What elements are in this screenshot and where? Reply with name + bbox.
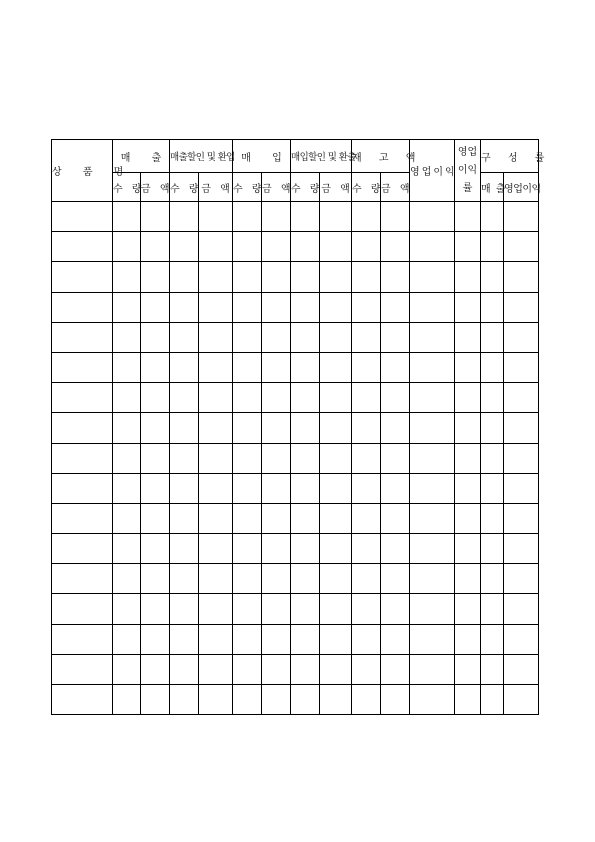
blank-cell: [233, 624, 262, 654]
product-name-cell: [52, 654, 113, 684]
blank-cell: [410, 383, 455, 413]
blank-cell: [455, 473, 481, 503]
product-name-cell: [52, 202, 113, 232]
product-name-cell: [52, 413, 113, 443]
blank-cell: [381, 413, 410, 443]
subheader-purchases-quantity: 수 량: [233, 173, 262, 202]
blank-cell: [410, 685, 455, 715]
blank-cell: [170, 322, 199, 352]
header-operating-profit-rate: 영업 이익률: [455, 140, 481, 202]
blank-cell: [233, 413, 262, 443]
blank-cell: [199, 534, 233, 564]
blank-cell: [352, 383, 381, 413]
blank-cell: [233, 594, 262, 624]
blank-cell: [352, 654, 381, 684]
blank-cell: [410, 443, 455, 473]
blank-cell: [455, 413, 481, 443]
subheader-purchase-discount-quantity: 수 량: [291, 173, 320, 202]
blank-cell: [410, 503, 455, 533]
blank-cell: [199, 473, 233, 503]
product-name-cell: [52, 624, 113, 654]
blank-cell: [352, 292, 381, 322]
blank-cell: [291, 443, 320, 473]
blank-cell: [381, 352, 410, 382]
table-row: [52, 685, 539, 715]
blank-cell: [481, 262, 504, 292]
blank-cell: [141, 232, 170, 262]
product-name-cell: [52, 564, 113, 594]
blank-cell: [291, 262, 320, 292]
blank-cell: [113, 654, 141, 684]
subheader-sales-quantity: 수 량: [113, 173, 141, 202]
blank-cell: [455, 322, 481, 352]
blank-cell: [233, 503, 262, 533]
blank-cell: [262, 685, 291, 715]
blank-cell: [233, 352, 262, 382]
subheader-share-sales: 매 출: [481, 173, 504, 202]
blank-cell: [262, 534, 291, 564]
blank-cell: [291, 473, 320, 503]
blank-cell: [291, 654, 320, 684]
blank-cell: [481, 292, 504, 322]
blank-cell: [504, 292, 539, 322]
blank-cell: [233, 202, 262, 232]
product-name-cell: [52, 383, 113, 413]
blank-cell: [504, 383, 539, 413]
blank-cell: [320, 202, 352, 232]
blank-cell: [141, 594, 170, 624]
blank-cell: [381, 564, 410, 594]
table-row: [52, 503, 539, 533]
table-row: [52, 624, 539, 654]
blank-cell: [170, 685, 199, 715]
header-sales-discount-returns: 매출할인 및 환입: [170, 140, 233, 173]
blank-cell: [410, 594, 455, 624]
subheader-purchase-discount-amount: 금 액: [320, 173, 352, 202]
product-name-cell: [52, 262, 113, 292]
blank-cell: [141, 292, 170, 322]
blank-cell: [199, 654, 233, 684]
blank-cell: [170, 473, 199, 503]
subheader-sales-discount-quantity: 수 량: [170, 173, 199, 202]
blank-cell: [352, 594, 381, 624]
blank-cell: [455, 292, 481, 322]
subheader-sales-discount-amount: 금 액: [199, 173, 233, 202]
blank-cell: [291, 564, 320, 594]
blank-cell: [113, 413, 141, 443]
table-row: [52, 202, 539, 232]
blank-cell: [410, 473, 455, 503]
blank-cell: [262, 262, 291, 292]
blank-cell: [141, 473, 170, 503]
blank-cell: [320, 443, 352, 473]
blank-cell: [170, 292, 199, 322]
blank-cell: [481, 564, 504, 594]
blank-cell: [170, 262, 199, 292]
blank-cell: [481, 413, 504, 443]
blank-cell: [141, 503, 170, 533]
product-name-cell: [52, 292, 113, 322]
table-row: [52, 322, 539, 352]
blank-cell: [504, 503, 539, 533]
blank-cell: [320, 534, 352, 564]
blank-cell: [381, 654, 410, 684]
blank-cell: [141, 534, 170, 564]
blank-cell: [455, 594, 481, 624]
blank-cell: [481, 232, 504, 262]
blank-cell: [504, 594, 539, 624]
blank-cell: [291, 503, 320, 533]
blank-cell: [455, 654, 481, 684]
blank-cell: [455, 262, 481, 292]
blank-cell: [381, 262, 410, 292]
blank-cell: [352, 473, 381, 503]
blank-cell: [291, 685, 320, 715]
blank-cell: [455, 534, 481, 564]
blank-cell: [455, 624, 481, 654]
blank-cell: [113, 322, 141, 352]
header-purchases: 매 입: [233, 140, 291, 173]
blank-cell: [113, 262, 141, 292]
table-row: [52, 413, 539, 443]
blank-cell: [455, 202, 481, 232]
blank-cell: [381, 594, 410, 624]
blank-cell: [481, 383, 504, 413]
blank-cell: [320, 594, 352, 624]
blank-cell: [199, 383, 233, 413]
blank-cell: [113, 624, 141, 654]
blank-cell: [199, 624, 233, 654]
header-product-name: 상 품 명: [52, 140, 113, 202]
blank-cell: [381, 685, 410, 715]
blank-cell: [170, 534, 199, 564]
blank-cell: [291, 292, 320, 322]
product-name-cell: [52, 473, 113, 503]
blank-cell: [170, 564, 199, 594]
blank-cell: [455, 352, 481, 382]
blank-cell: [481, 624, 504, 654]
header-composition-rate: 구 성 률: [481, 140, 539, 173]
blank-cell: [141, 654, 170, 684]
blank-cell: [233, 564, 262, 594]
blank-cell: [320, 685, 352, 715]
blank-cell: [291, 594, 320, 624]
blank-cell: [455, 564, 481, 594]
blank-cell: [262, 352, 291, 382]
blank-cell: [320, 322, 352, 352]
blank-cell: [320, 262, 352, 292]
blank-cell: [410, 202, 455, 232]
blank-cell: [381, 383, 410, 413]
blank-cell: [233, 232, 262, 262]
product-name-cell: [52, 685, 113, 715]
blank-cell: [170, 654, 199, 684]
blank-cell: [481, 594, 504, 624]
blank-cell: [262, 232, 291, 262]
blank-cell: [320, 413, 352, 443]
table-row: [52, 473, 539, 503]
blank-cell: [455, 503, 481, 533]
product-name-cell: [52, 352, 113, 382]
blank-cell: [141, 564, 170, 594]
blank-cell: [504, 654, 539, 684]
blank-cell: [410, 262, 455, 292]
blank-cell: [113, 352, 141, 382]
blank-cell: [113, 594, 141, 624]
blank-cell: [113, 534, 141, 564]
blank-cell: [381, 503, 410, 533]
blank-cell: [262, 413, 291, 443]
blank-cell: [381, 232, 410, 262]
blank-cell: [352, 202, 381, 232]
blank-cell: [170, 503, 199, 533]
blank-cell: [381, 443, 410, 473]
blank-cell: [504, 322, 539, 352]
blank-cell: [199, 202, 233, 232]
blank-cell: [199, 413, 233, 443]
blank-cell: [199, 594, 233, 624]
blank-cell: [504, 624, 539, 654]
table-row: [52, 383, 539, 413]
blank-cell: [141, 443, 170, 473]
table-row: [52, 534, 539, 564]
blank-cell: [233, 534, 262, 564]
blank-cell: [291, 383, 320, 413]
blank-cell: [455, 232, 481, 262]
blank-cell: [410, 624, 455, 654]
subheader-inventory-quantity: 수 량: [352, 173, 381, 202]
blank-cell: [320, 564, 352, 594]
blank-cell: [291, 413, 320, 443]
blank-cell: [141, 262, 170, 292]
blank-cell: [113, 202, 141, 232]
blank-cell: [233, 473, 262, 503]
product-name-cell: [52, 594, 113, 624]
blank-cell: [233, 292, 262, 322]
blank-cell: [381, 202, 410, 232]
subheader-purchases-amount: 금 액: [262, 173, 291, 202]
blank-cell: [199, 262, 233, 292]
blank-cell: [141, 624, 170, 654]
blank-cell: [481, 473, 504, 503]
blank-cell: [199, 232, 233, 262]
blank-cell: [113, 232, 141, 262]
blank-cell: [233, 383, 262, 413]
table-row: [52, 352, 539, 382]
product-name-cell: [52, 443, 113, 473]
blank-cell: [199, 503, 233, 533]
blank-cell: [455, 685, 481, 715]
blank-cell: [141, 202, 170, 232]
blank-cell: [352, 322, 381, 352]
table-row: [52, 594, 539, 624]
blank-cell: [455, 383, 481, 413]
blank-cell: [291, 352, 320, 382]
blank-cell: [481, 534, 504, 564]
blank-cell: [504, 473, 539, 503]
table-row: [52, 292, 539, 322]
blank-cell: [320, 473, 352, 503]
blank-cell: [262, 322, 291, 352]
blank-cell: [410, 564, 455, 594]
product-name-cell: [52, 232, 113, 262]
product-sales-ledger-table: [51, 139, 545, 715]
blank-cell: [320, 232, 352, 262]
blank-cell: [262, 473, 291, 503]
blank-cell: [141, 352, 170, 382]
header-operating-profit: 영업이익: [410, 140, 455, 202]
blank-cell: [262, 624, 291, 654]
blank-cell: [141, 685, 170, 715]
blank-cell: [381, 534, 410, 564]
table-row: [52, 262, 539, 292]
blank-cell: [481, 685, 504, 715]
blank-cell: [262, 654, 291, 684]
blank-cell: [113, 443, 141, 473]
blank-cell: [352, 352, 381, 382]
blank-cell: [113, 564, 141, 594]
blank-cell: [481, 322, 504, 352]
blank-cell: [352, 564, 381, 594]
blank-cell: [352, 624, 381, 654]
blank-cell: [262, 564, 291, 594]
blank-cell: [352, 443, 381, 473]
blank-cell: [410, 322, 455, 352]
table-row: [52, 232, 539, 262]
blank-cell: [170, 232, 199, 262]
blank-cell: [170, 352, 199, 382]
blank-cell: [113, 503, 141, 533]
blank-cell: [455, 443, 481, 473]
blank-cell: [262, 202, 291, 232]
table-row: [52, 564, 539, 594]
header-row-top: [52, 140, 539, 173]
blank-cell: [504, 685, 539, 715]
blank-cell: [233, 654, 262, 684]
blank-cell: [199, 443, 233, 473]
blank-cell: [113, 292, 141, 322]
subheader-sales-amount: 금 액: [141, 173, 170, 202]
blank-cell: [262, 383, 291, 413]
blank-cell: [233, 443, 262, 473]
blank-cell: [291, 322, 320, 352]
blank-cell: [352, 413, 381, 443]
blank-cell: [320, 292, 352, 322]
blank-cell: [481, 654, 504, 684]
blank-cell: [233, 262, 262, 292]
blank-cell: [170, 443, 199, 473]
product-name-cell: [52, 322, 113, 352]
blank-cell: [381, 322, 410, 352]
blank-cell: [291, 624, 320, 654]
blank-cell: [113, 473, 141, 503]
blank-cell: [113, 383, 141, 413]
product-name-cell: [52, 534, 113, 564]
blank-cell: [199, 352, 233, 382]
blank-cell: [481, 352, 504, 382]
blank-cell: [199, 685, 233, 715]
blank-cell: [481, 202, 504, 232]
blank-cell: [410, 534, 455, 564]
blank-cell: [352, 262, 381, 292]
blank-cell: [113, 685, 141, 715]
table-row: [52, 443, 539, 473]
blank-cell: [141, 413, 170, 443]
blank-cell: [381, 292, 410, 322]
subheader-inventory-amount: 금 액: [381, 173, 410, 202]
blank-cell: [504, 443, 539, 473]
blank-cell: [233, 322, 262, 352]
blank-cell: [262, 503, 291, 533]
blank-cell: [410, 292, 455, 322]
blank-cell: [381, 624, 410, 654]
header-inventory: 재 고 액: [352, 140, 410, 173]
header-sales: 매 출: [113, 140, 170, 173]
table-row: [52, 654, 539, 684]
blank-cell: [320, 352, 352, 382]
blank-cell: [262, 443, 291, 473]
blank-cell: [504, 262, 539, 292]
blank-cell: [352, 534, 381, 564]
blank-cell: [141, 322, 170, 352]
blank-cell: [504, 352, 539, 382]
blank-cell: [199, 292, 233, 322]
subheader-share-operating-profit: 영업이익: [504, 173, 539, 202]
blank-cell: [291, 534, 320, 564]
blank-cell: [504, 413, 539, 443]
blank-cell: [410, 232, 455, 262]
blank-cell: [170, 383, 199, 413]
blank-cell: [504, 202, 539, 232]
blank-cell: [410, 413, 455, 443]
blank-cell: [170, 594, 199, 624]
blank-cell: [381, 473, 410, 503]
blank-cell: [320, 503, 352, 533]
blank-cell: [291, 202, 320, 232]
blank-cell: [233, 685, 262, 715]
blank-cell: [352, 232, 381, 262]
blank-cell: [504, 564, 539, 594]
blank-cell: [504, 232, 539, 262]
blank-cell: [291, 232, 320, 262]
blank-cell: [170, 624, 199, 654]
blank-cell: [481, 503, 504, 533]
blank-cell: [352, 503, 381, 533]
ledger-body: [52, 202, 539, 715]
blank-cell: [170, 202, 199, 232]
blank-cell: [410, 352, 455, 382]
blank-cell: [504, 534, 539, 564]
blank-cell: [320, 624, 352, 654]
blank-cell: [410, 654, 455, 684]
product-name-cell: [52, 503, 113, 533]
header-purchase-discount-returns: 매입할인 및 환출: [291, 140, 352, 173]
blank-cell: [170, 413, 199, 443]
blank-cell: [262, 594, 291, 624]
blank-cell: [320, 383, 352, 413]
blank-cell: [352, 685, 381, 715]
blank-cell: [320, 654, 352, 684]
blank-cell: [481, 443, 504, 473]
blank-cell: [199, 564, 233, 594]
blank-cell: [199, 322, 233, 352]
blank-cell: [141, 383, 170, 413]
blank-cell: [262, 292, 291, 322]
